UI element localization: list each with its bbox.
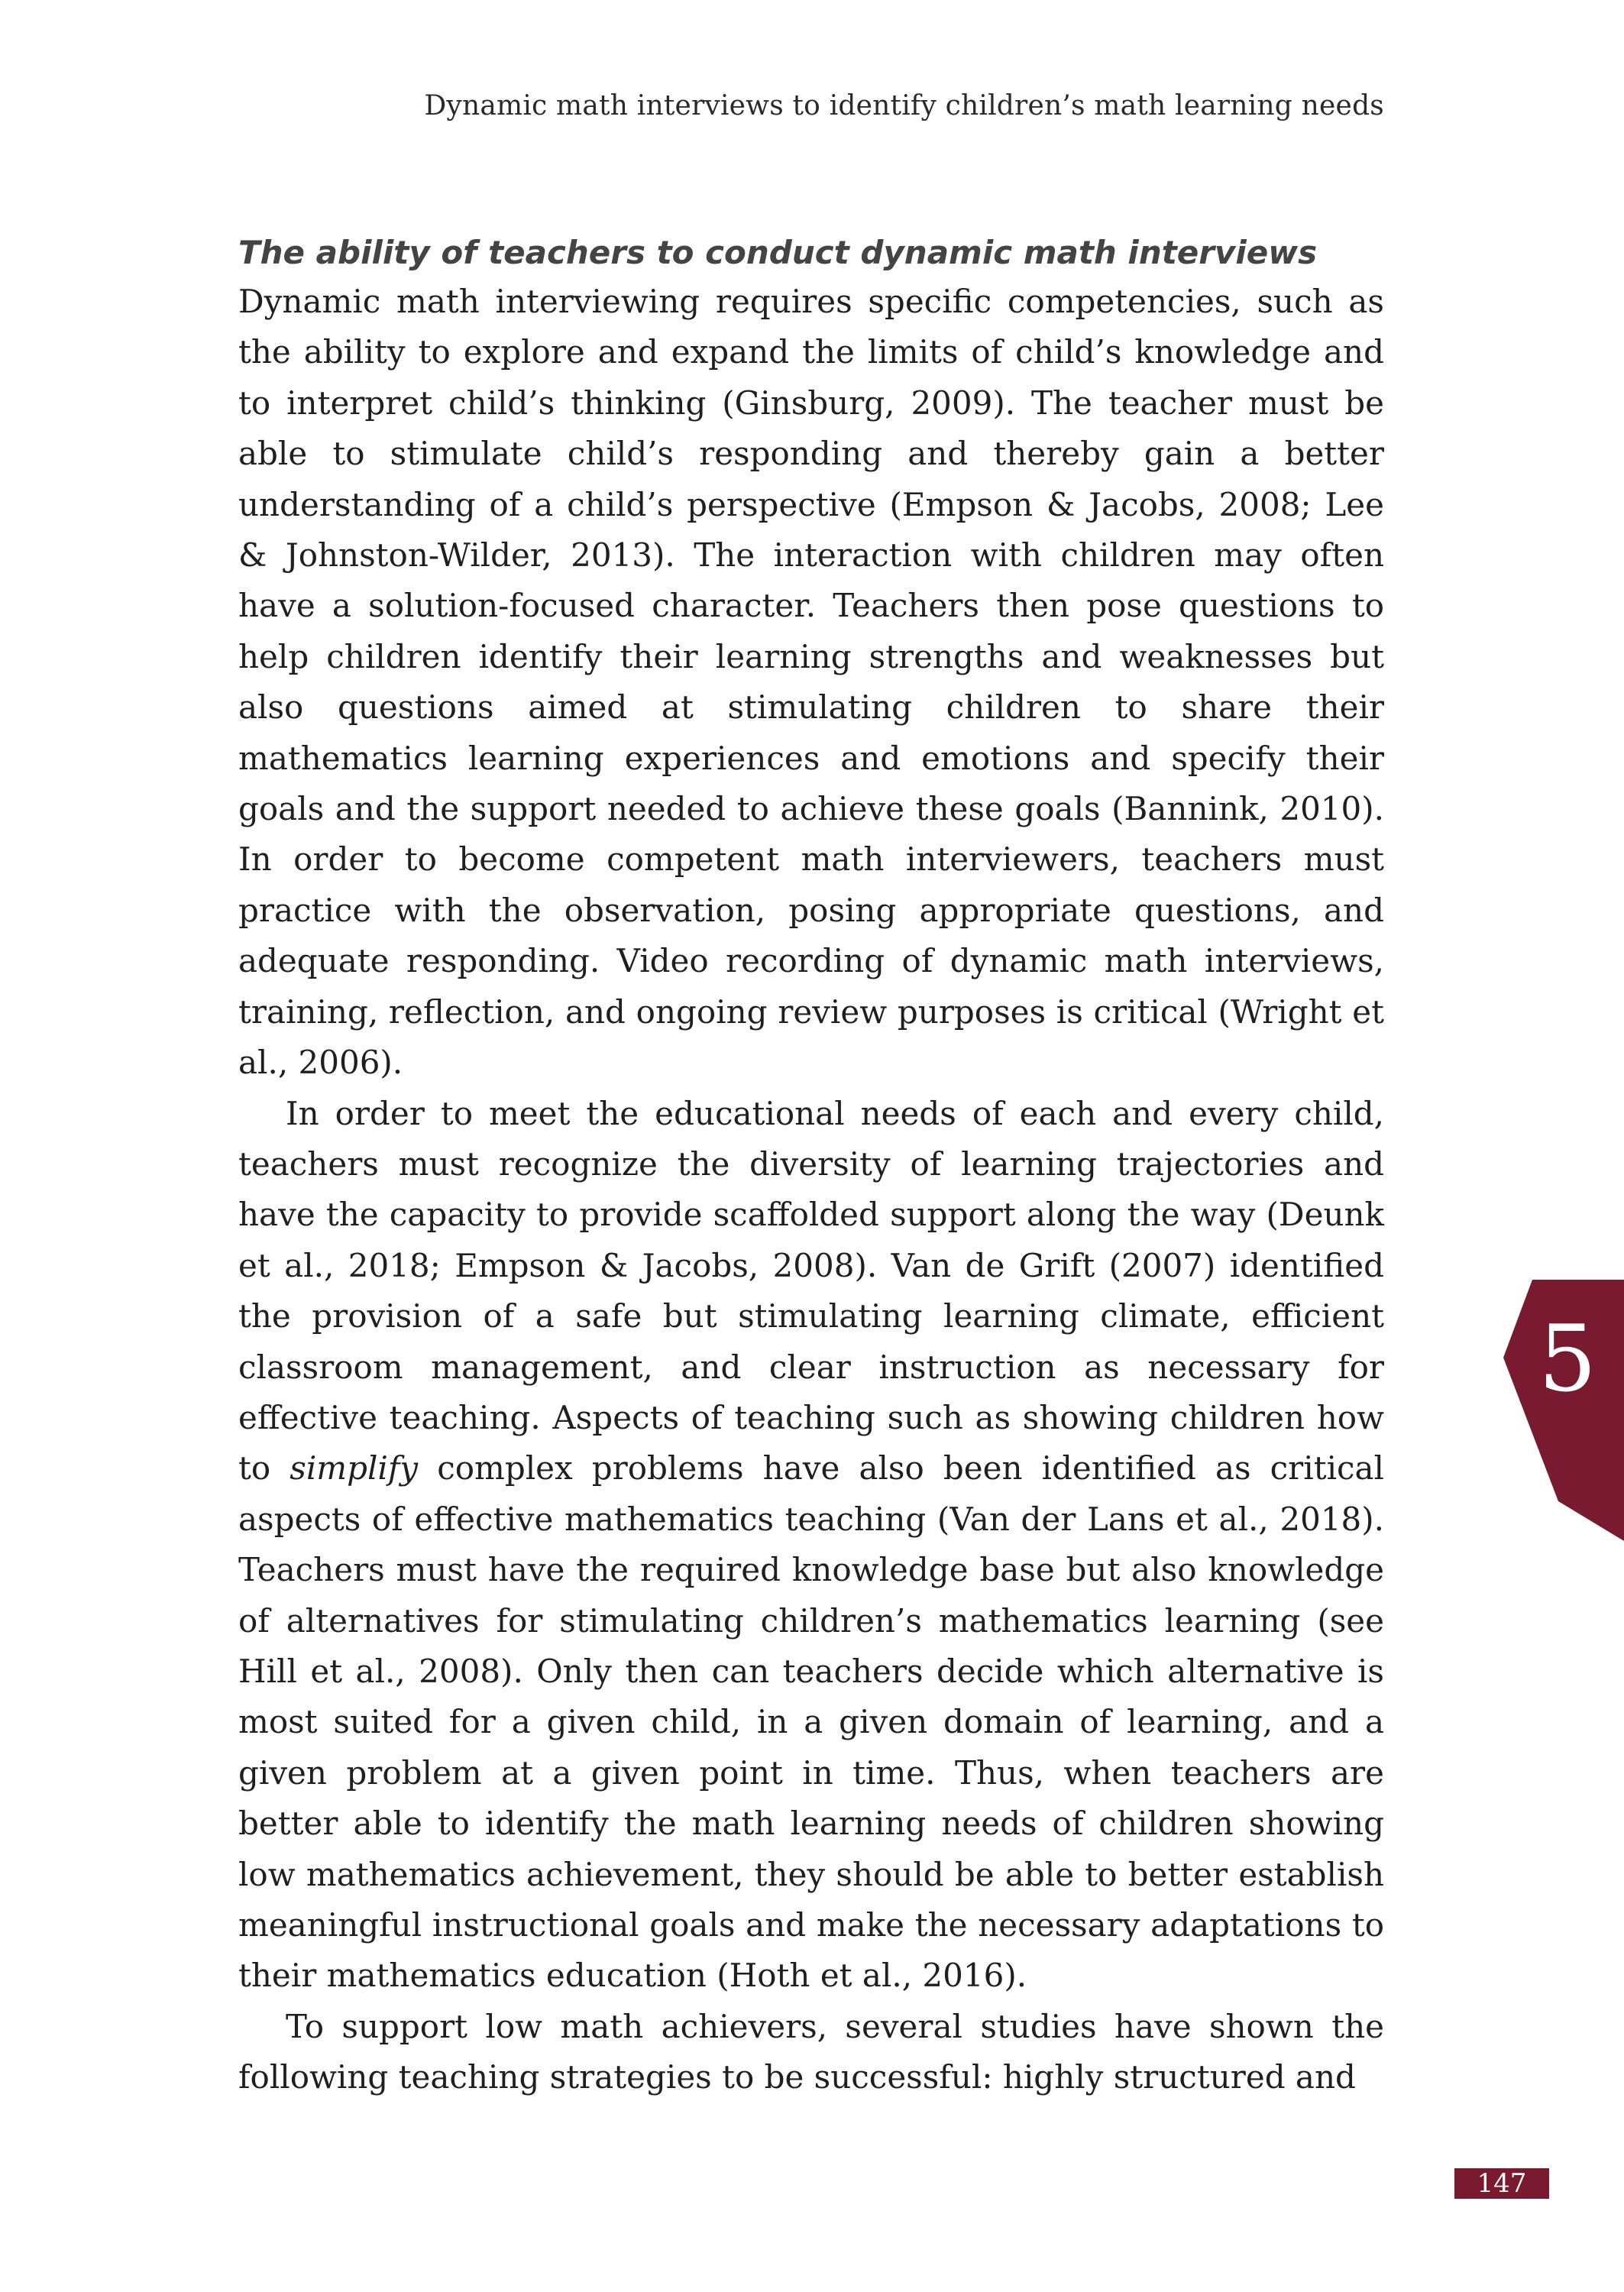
paragraph-1: Dynamic math interviewing requires specific competencies, such as the ability to explore and expand the limits of child’s knowledge and to interpret child’s thinking (Ginsburg, 2009). The teacher must be able to stimulate child’s responding and thereby gain a better understanding of a child’s perspective (Empson & Jacobs, 2008; Lee & Johnston-Wilder, 2013). The interaction with children may often have a solution-focused character. Teachers then pose questions to help children identify their learning strengths and weaknesses but also questions aimed at stimulating children to share their mathematics learning experiences and emotions and specify their goals and the support needed to achieve these goals (Bannink, 2010). In order to become competent math interviewers, teachers must practice with the observation, posing appropriate questions, and adequate responding. Video recording of dynamic math interviews, training, reflection, and ongoing review purposes is critical (Wright et al., 2006). bbox=[238, 283, 1384, 1082]
main-content bbox=[238, 229, 1384, 2103]
section-heading: The ability of teachers to conduct dynamic math interviews bbox=[238, 234, 1318, 271]
paragraph-2 bbox=[238, 1089, 1384, 2002]
page-number: 147 bbox=[1454, 2168, 1549, 2199]
emphasis-simplify: simplify bbox=[290, 1449, 419, 1488]
running-header: Dynamic math interviews to identify children’s math learning needs bbox=[424, 90, 1384, 121]
paragraph-3: To support low math achievers, several studies have shown the following teaching strategies to be successful: highly structured and bbox=[238, 2007, 1384, 2096]
chapter-number: 5 bbox=[1538, 1306, 1597, 1413]
paragraph-2-text-after: complex problems have also been identified as critical aspects of effective mathematics teaching (Van der Lans et al., 2018). Teachers must have the required knowledge base but also knowledge of alternatives for stimulating children’s mathematics learning (see Hill et al., 2008). Only then can teachers decide which alternative is most suited for a given child, in a given domain of learning, and a given problem at a given point in time. Thus, when teachers are better able to identify the math learning needs of children showing low mathematics achievement, they should be able to better establish meaningful instructional goals and make the necessary adaptations to their mathematics education (Hoth et al., 2016). bbox=[238, 1449, 1384, 1995]
paragraph-2-text-before: In order to meet the educational needs of each and every child, teachers must recognize the diversity of learning trajectories and have the capacity to provide scaffolded support along the way (Deunk et al., 2018; Empson & Jacobs, 2008). Van de Grift (2007) identified the provision of a safe but stimulating learning climate, efficient classroom management, and clear instruction as necessary for effective teaching. Aspects of teaching such as showing children how to bbox=[238, 1094, 1384, 1488]
